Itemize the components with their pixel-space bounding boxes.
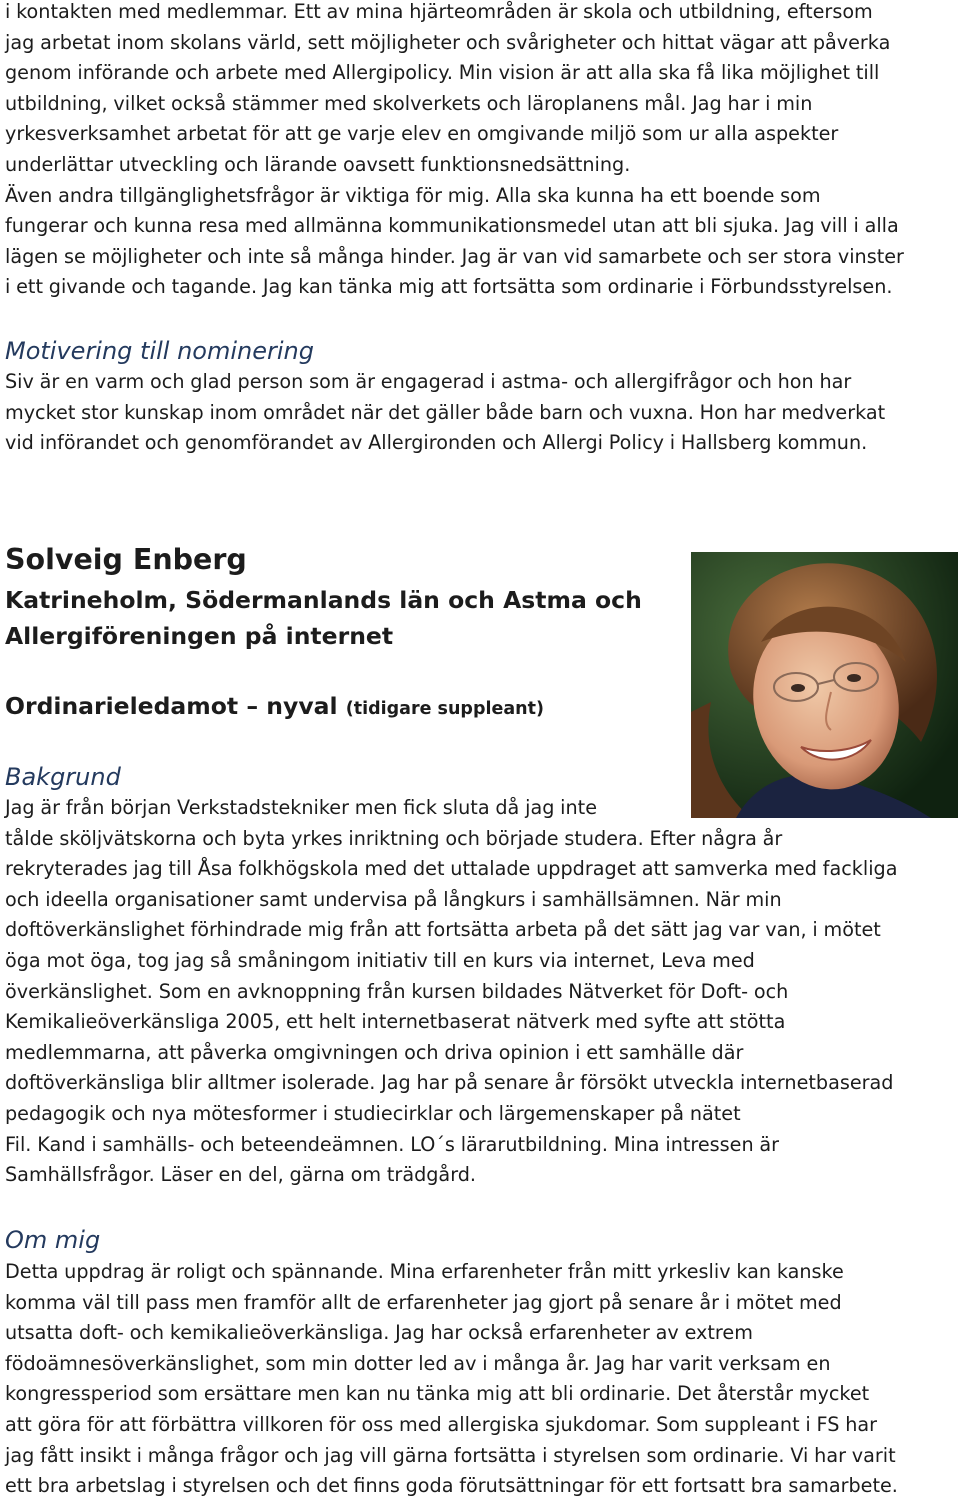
text-line: komma väl till pass men framför allt de erfarenheter jag gjort på senare år i mötet med — [5, 1290, 842, 1314]
motivation-paragraph — [5, 367, 955, 459]
text-line: tålde sköljvätskorna och byta yrkes inriktning och började studera. Efter några år — [5, 826, 783, 850]
text-line: fungerar och kunna resa med allmänna kommunikationsmedel utan att bli sjuka. Jag vill i alla — [5, 214, 899, 238]
text-line: Fil. Kand i samhälls- och beteendeämnen. LO´s lärarutbildning. Mina intressen är — [5, 1132, 780, 1156]
text-line: Kemikalieöverkänsliga 2005, ett helt internetbaserat nätverk med syfte att stötta — [5, 1010, 786, 1034]
text-line: utsatta doft- och kemikalieöverkänsliga. Jag har också erfarenheter av extrem — [5, 1321, 753, 1345]
text-line: medlemmarna, att påverka omgivningen och driva opinion i ett samhälle där — [5, 1040, 744, 1064]
text-line: lägen se möjligheter och inte så många hinder. Jag är van vid samarbete och ser stora vinster — [5, 244, 904, 268]
text-line: mycket stor kunskap inom området när det gäller både barn och vuxna. Hon har medverkat — [5, 400, 886, 424]
text-line: kongressperiod som ersättare men kan nu tänka mig att bli ordinarie. Det återstår mycket — [5, 1382, 870, 1406]
text-line: vid införandet och genomförandet av Allergironden och Allergi Policy i Hallsberg kommun. — [5, 431, 868, 455]
role-label: Ordinarieledamot – nyval — [5, 692, 338, 720]
text-line: öga mot öga, tog jag så småningom initiativ till en kurs via internet, Leva med — [5, 948, 755, 972]
text-line: underlättar utveckling och lärande oavsett funktionsnedsättning. — [5, 152, 631, 176]
text-line: rekryterades jag till Åsa folkhögskola med det uttalade uppdraget att samverka med fackliga — [5, 857, 898, 881]
text-line: och ideella organisationer samt undervisa på långkurs i samhällsämnen. När min — [5, 887, 782, 911]
candidate-organization — [5, 582, 642, 654]
text-line: födoämnesöverkänslighet, som min dotter led av i många år. Jag har varit verksam en — [5, 1351, 831, 1375]
text-line: Siv är en varm och glad person som är engagerad i astma- och allergifrågor och hon har — [5, 370, 852, 393]
text-line: utbildning, vilket också stämmer med skolverkets och läroplanens mål. Jag har i min — [5, 91, 813, 115]
text-line: Jag är från början Verkstadstekniker men fick sluta då jag inte — [5, 796, 597, 819]
text-line: jag arbetat inom skolans värld, sett möjligheter och svårigheter och hittat vägar att påverka — [5, 30, 891, 54]
candidate-role — [5, 688, 544, 727]
text-line: jag fått insikt i många frågor och jag vill gärna fortsätta i styrelsen som ordinarie. Vi har varit — [5, 1443, 896, 1467]
text-line: doftöverkänsliga blir alltmer isolerade. Jag har på senare år försökt utveckla internetbaserad — [5, 1071, 894, 1095]
text-line: Detta uppdrag är roligt och spännande. Mina erfarenheter från mitt yrkesliv kan kanske — [5, 1260, 844, 1283]
background-heading: Bakgrund — [5, 763, 121, 791]
org-line: Katrineholm, Södermanlands län och Astma och — [5, 586, 642, 614]
text-line: Även andra tillgänglighetsfrågor är viktiga för mig. Alla ska kunna ha ett boende som — [5, 183, 821, 207]
candidate-name: Solveig Enberg — [5, 543, 247, 576]
candidate-photo — [691, 552, 958, 818]
text-line: pedagogik och nya mötesformer i studiecirklar och lärgemenskaper på nätet — [5, 1101, 741, 1125]
about-heading: Om mig — [5, 1226, 101, 1254]
role-suffix: (tidigare suppleant) — [345, 699, 544, 719]
text-line: Samhällsfrågor. Läser en del, gärna om trädgård. — [5, 1163, 477, 1187]
text-line: att göra för att förbättra villkoren för oss med allergiska sjukdomar. Som suppleant i FS har — [5, 1412, 878, 1436]
text-line: överkänslighet. Som en avknoppning från kursen bildades Nätverket för Doft- och — [5, 979, 789, 1003]
intro-paragraph — [5, 0, 955, 303]
portrait-image — [691, 552, 958, 818]
text-line: genom införande och arbete med Allergipolicy. Min vision är att alla ska få lika möjlighet till — [5, 61, 880, 85]
motivation-heading: Motivering till nominering — [5, 337, 314, 365]
text-line: i kontakten med medlemmar. Ett av mina hjärteområden är skola och utbildning, eftersom — [5, 0, 873, 23]
about-paragraph — [5, 1257, 955, 1502]
text-line: doftöverkänslighet förhindrade mig från att fortsätta arbeta på det sätt jag var van, i mötet — [5, 918, 881, 942]
background-paragraph — [5, 793, 955, 1191]
text-line: ett bra arbetslag i styrelsen och det finns goda förutsättningar för ett fortsatt bra samarbete. — [5, 1474, 898, 1498]
text-line: yrkesverksamhet arbetat för att ge varje elev en omgivande miljö som ur alla aspekter — [5, 122, 839, 146]
org-line: Allergiföreningen på internet — [5, 622, 394, 650]
text-line: i ett givande och tagande. Jag kan tänka mig att fortsätta som ordinarie i Förbundsstyrelsen. — [5, 275, 893, 299]
